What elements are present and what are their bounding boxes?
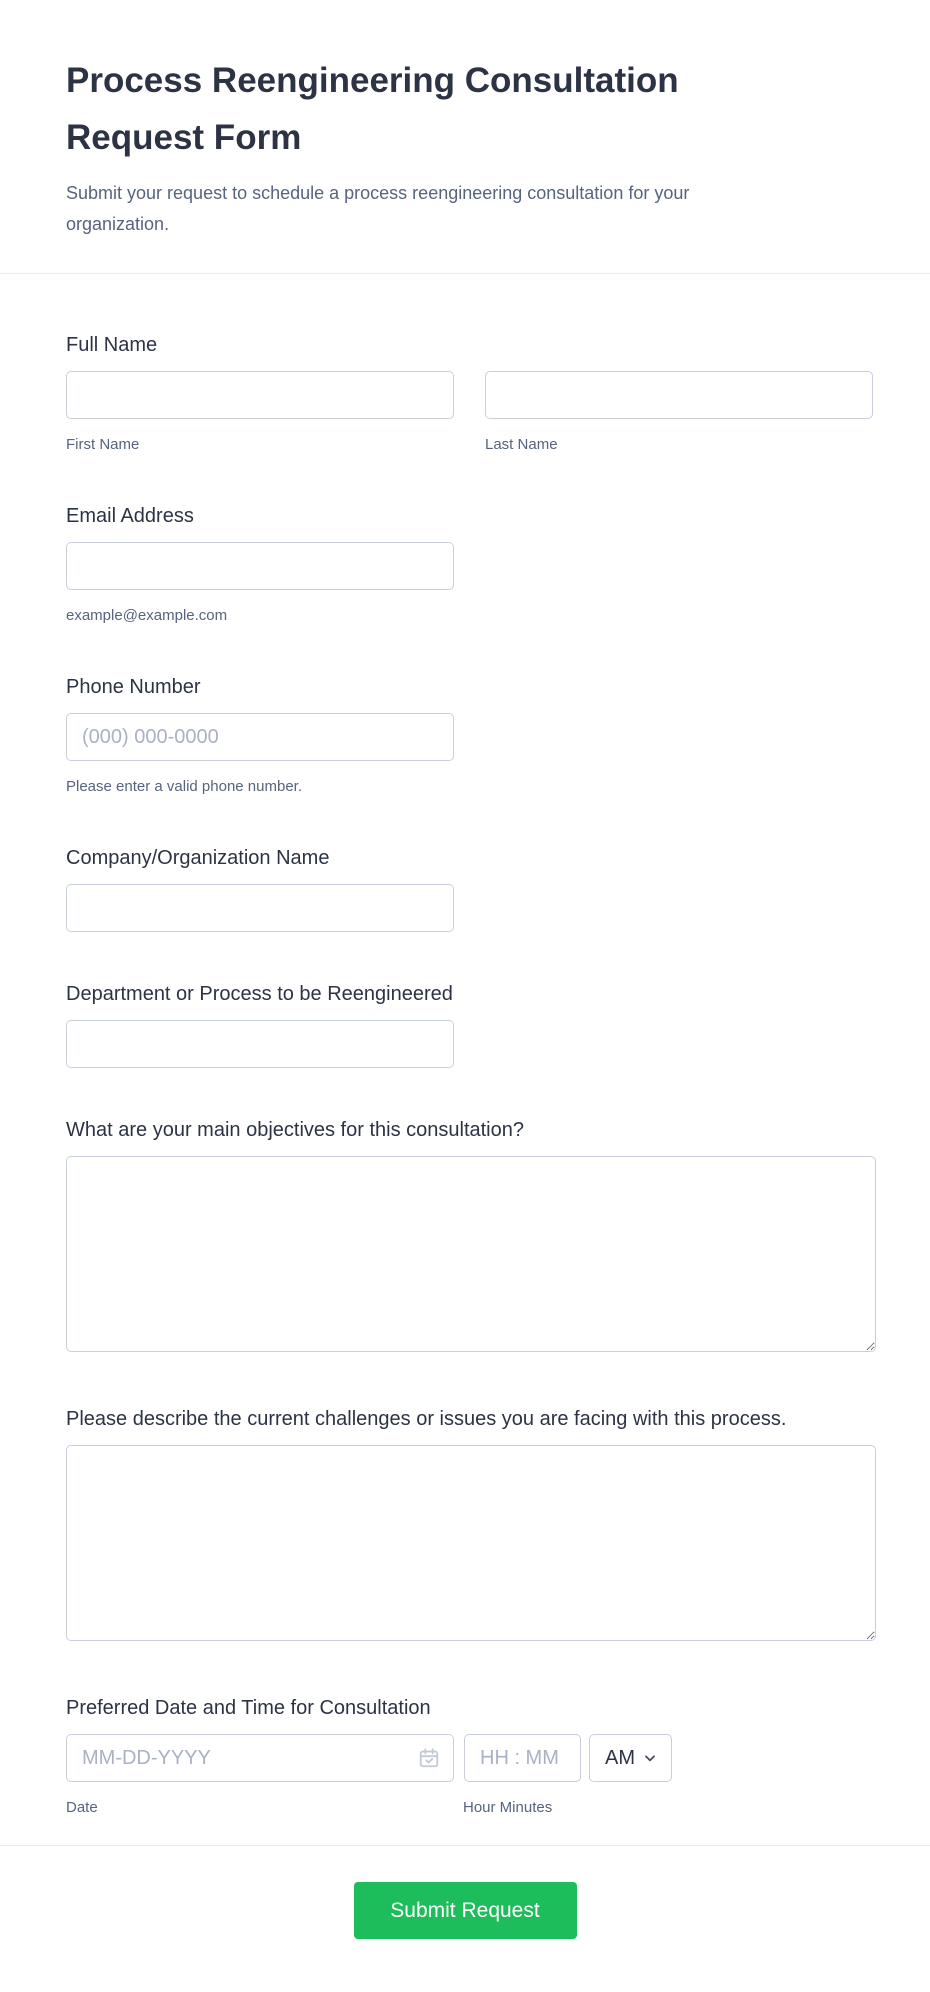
challenges-label: Please describe the current challenges or issues you are facing with this process. bbox=[66, 1408, 787, 1430]
phone-input[interactable] bbox=[66, 713, 454, 761]
first-name-sublabel: First Name bbox=[66, 436, 140, 453]
datetime-label: Preferred Date and Time for Consultation bbox=[66, 1697, 431, 1719]
date-input-wrap bbox=[66, 1734, 454, 1782]
first-name-column bbox=[66, 371, 454, 454]
date-input[interactable] bbox=[66, 1734, 454, 1782]
form-header bbox=[0, 0, 930, 273]
submit-button[interactable]: Submit Request bbox=[354, 1882, 577, 1939]
form-description: Submit your request to schedule a process reengineering consultation for your organization. bbox=[66, 183, 690, 234]
phone-sublabel: Please enter a valid phone number. bbox=[66, 778, 302, 795]
form-footer bbox=[0, 1846, 930, 1992]
full-name-label: Full Name bbox=[66, 334, 158, 356]
last-name-input[interactable] bbox=[485, 371, 873, 419]
field-full-name bbox=[66, 333, 876, 454]
email-label: Email Address bbox=[66, 505, 194, 527]
page-title: Process Reengineering Consultation Request Form bbox=[66, 61, 679, 157]
field-email bbox=[66, 504, 876, 625]
department-input[interactable] bbox=[66, 1020, 454, 1068]
calendar-check-icon[interactable] bbox=[418, 1747, 440, 1769]
objectives-label: What are your main objectives for this consultation? bbox=[66, 1119, 524, 1141]
field-phone bbox=[66, 675, 876, 796]
challenges-textarea[interactable] bbox=[66, 1445, 876, 1641]
form-body bbox=[0, 274, 930, 1817]
chevron-down-icon bbox=[642, 1750, 658, 1766]
time-sublabel: Hour Minutes bbox=[463, 1799, 553, 1816]
time-input[interactable] bbox=[464, 1734, 581, 1782]
email-sublabel: example@example.com bbox=[66, 607, 228, 624]
phone-label: Phone Number bbox=[66, 676, 201, 698]
company-label: Company/Organization Name bbox=[66, 847, 330, 869]
field-department bbox=[66, 982, 876, 1068]
department-label: Department or Process to be Reengineered bbox=[66, 983, 453, 1005]
datetime-row bbox=[66, 1734, 876, 1782]
field-datetime bbox=[66, 1696, 876, 1817]
ampm-selected-value: AM bbox=[605, 1746, 635, 1769]
objectives-textarea[interactable] bbox=[66, 1156, 876, 1352]
company-input[interactable] bbox=[66, 884, 454, 932]
last-name-column bbox=[485, 371, 873, 454]
datetime-sublabels bbox=[66, 1798, 876, 1817]
field-challenges bbox=[66, 1407, 876, 1646]
field-objectives bbox=[66, 1118, 876, 1357]
ampm-select[interactable] bbox=[589, 1734, 672, 1782]
last-name-sublabel: Last Name bbox=[485, 436, 558, 453]
date-sublabel: Date bbox=[66, 1799, 98, 1816]
full-name-row bbox=[66, 371, 876, 454]
email-input[interactable] bbox=[66, 542, 454, 590]
field-company bbox=[66, 846, 876, 932]
first-name-input[interactable] bbox=[66, 371, 454, 419]
